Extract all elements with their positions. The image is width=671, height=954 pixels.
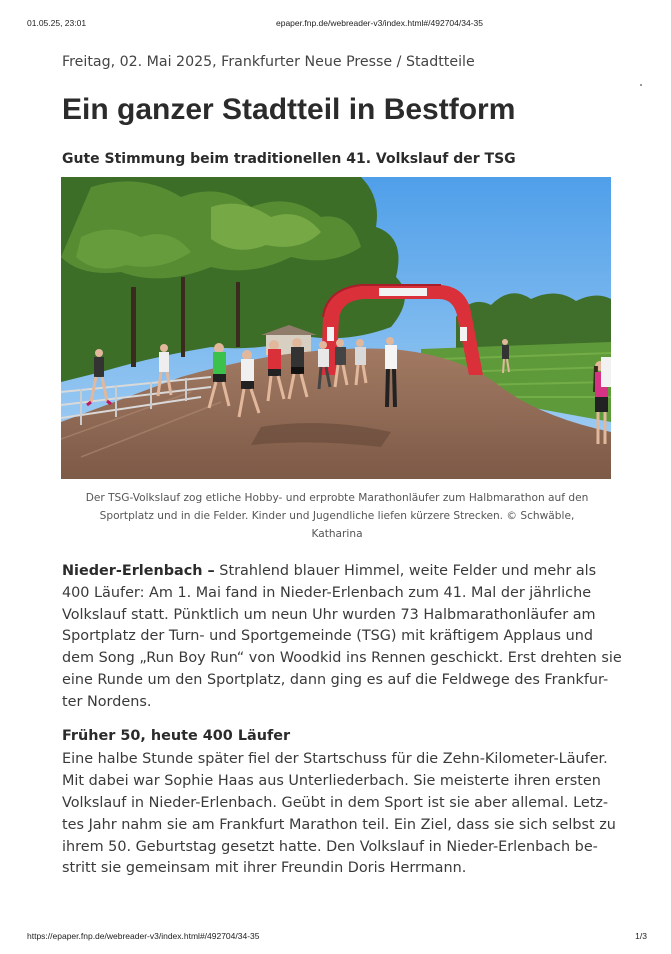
article-photo [61, 177, 611, 479]
article-body [62, 561, 622, 880]
section-paragraph [62, 749, 617, 880]
dateline: Freitag, 02. Mai 2025, Frankfurter Neue Presse / Stadtteile [62, 54, 475, 70]
subheadline: Gute Stimmung beim traditionellen 41. Volkslauf der TSG [62, 151, 516, 167]
body-line: stritt sie gemeinsam mit ihrer Freundin Doris Herrmann. [62, 860, 467, 877]
body-line: eine Runde um den Sportplatz, dann ging es auf die Feldwege des Frankfur- [62, 671, 609, 688]
caption-line: Katharina [311, 528, 363, 540]
print-footer [0, 931, 671, 943]
body-line: Sportplatz der Turn- und Sportgemeinde (TSG) mit kräftigem Applaus und [62, 628, 593, 645]
footer-url: https://epaper.fnp.de/webreader-v3/index.html#/492704/34-35 [27, 931, 260, 941]
body-line: Volkslauf statt. Pünktlich um neun Uhr wurden 73 Halbmarathonläufer am [62, 606, 596, 623]
headline: Ein ganzer Stadtteil in Bestform [62, 93, 516, 126]
body-line: tes Jahr nahm sie am Frankfurt Marathon teil. Ein Ziel, dass sie sich selbst zu [62, 816, 616, 833]
print-datetime: 01.05.25, 23:01 [27, 18, 87, 28]
body-line [62, 561, 617, 583]
print-url: epaper.fnp.de/webreader-v3/index.html#/492704/34-35 [276, 18, 483, 28]
lead-paragraph [62, 561, 622, 714]
body-line: Eine halbe Stunde später fiel der Startschuss für die Zehn-Kilometer-Läufer. [62, 751, 608, 768]
body-line: ihrem 50. Geburtstag gesetzt hatte. Den Volkslauf in Nieder-Erlenbach be- [62, 838, 598, 855]
section-heading: Früher 50, heute 400 Läufer [62, 727, 291, 744]
body-line: dem Song „Run Boy Run“ von Woodkid ins Rennen geschickt. Erst drehten sie [62, 650, 622, 667]
speck-mark [640, 84, 642, 86]
page-number: 1/3 [635, 931, 647, 941]
print-header [0, 18, 671, 30]
caption-line: Der TSG-Volkslauf zog etliche Hobby- und erprobte Marathonläufer zum Halbmarathon auf den [85, 492, 589, 504]
body-line: Mit dabei war Sophie Haas aus Unterliederbach. Sie meisterte ihren ersten [62, 773, 601, 790]
caption-line: Sportplatz und in die Felder. Kinder und Jugendliche liefen kürzere Strecken. © Schwäble, [99, 510, 575, 522]
body-line-text: Strahlend blauer Himmel, weite Felder und mehr als [214, 563, 597, 579]
body-line: 400 Läufer: Am 1. Mai fand in Nieder-Erlenbach zum 41. Mal der jährliche [62, 584, 592, 601]
photo-caption [62, 489, 612, 543]
body-line: Volkslauf in Nieder-Erlenbach. Geübt in dem Sport ist sie aber allemal. Letz- [62, 794, 609, 811]
lead-place: Nieder-Erlenbach – [62, 563, 215, 579]
body-line: ter Nordens. [62, 693, 152, 710]
